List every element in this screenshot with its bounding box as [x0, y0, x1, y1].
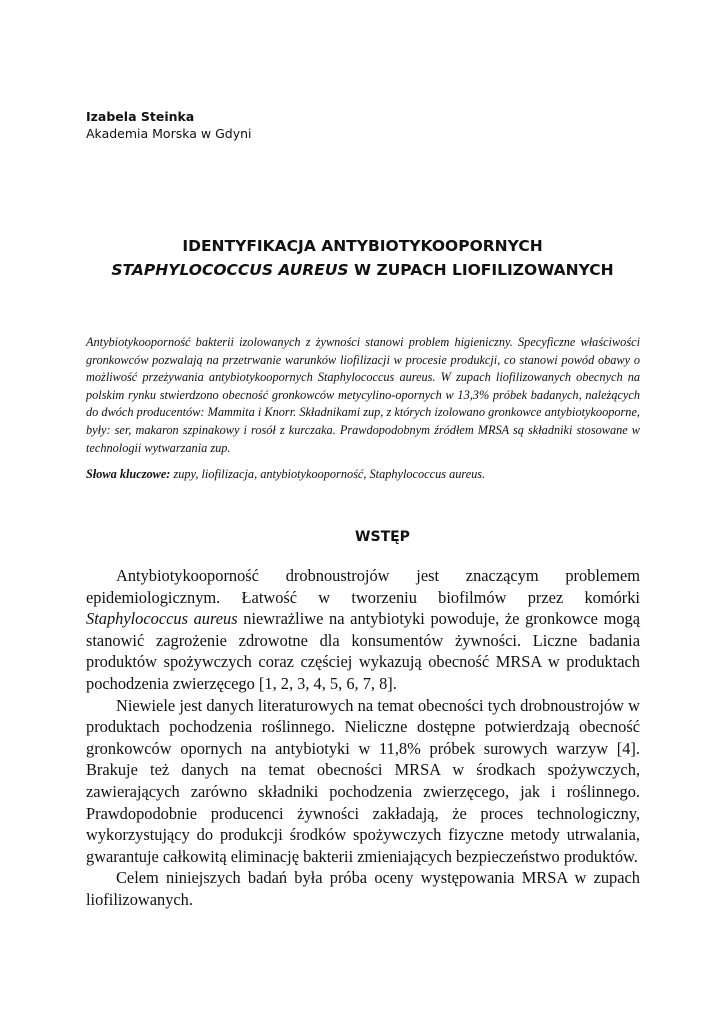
abstract: Antybiotykooporność bakterii izolowanych z żywności stanowi problem higieniczny. Specyficzne właściwości gronkowców pozwalają na przetrwanie warunków liofilizacji w procesie produkcji, co stanowi powód obawy o możliwość przeżywania antybiotykoopornych Staphylococcus aureus. W zupach liofilizowanych obecnych na polskim rynku stwierdzono obecność gronkowców metycylino-opornych w 13,3% próbek badanych, należących do dwóch producentów: Mammita i Knorr. Składnikami zup, z których izolowano gronkowce antybiotykooporne, były: ser, makaron szpinakowy i rosół z kurczaka. Prawdopodobnym źródłem MRSA są składniki stosowane w technologii wytwarzania zup. — [86, 335, 640, 455]
title-line-2-rest: W ZUPACH LIOFILIZOWANYCH — [348, 261, 614, 279]
paragraph-1 — [86, 565, 640, 695]
paragraph-1-species: Staphylococcus aureus — [86, 609, 238, 629]
keywords-text: zupy, liofilizacja, antybiotykooporność, Staphylococcus aureus. — [170, 467, 486, 481]
author-affiliation: Akademia Morska w Gdyni — [86, 126, 252, 141]
paper-title — [60, 234, 665, 282]
paragraph-3: Celem niniejszych badań była próba oceny występowania MRSA w zupach liofilizowanych. — [86, 868, 640, 909]
title-line-1: IDENTYFIKACJA ANTYBIOTYKOOPORNYCH — [182, 237, 543, 255]
title-species: STAPHYLOCOCCUS AUREUS — [111, 261, 349, 279]
keywords — [86, 466, 640, 483]
paragraph-1-part-a: Antybiotykooporność drobnoustrojów jest znaczącym problemem epidemiologicznym. Łatwość w tworzeniu biofilmów przez komórki — [86, 566, 640, 607]
author-block — [86, 108, 252, 142]
author-name: Izabela Steinka — [86, 109, 195, 124]
section-heading-text: WSTĘP — [355, 529, 410, 545]
section-heading — [0, 527, 725, 547]
paragraph-1-part-b: niewrażliwe na antybiotyki powoduje, że gronkowce mogą stanowić zagrożenie zdrowotne dla konsumentów żywności. Liczne badania produktów spożywczych coraz częściej wykazują obecność MRSA w produktach pochodzenia zwierzęcego [1, 2, 3, 4, 5, 6, 7, 8]. — [86, 609, 640, 693]
body-text — [86, 565, 640, 911]
paragraph-2: Niewiele jest danych literaturowych na temat obecności tych drobnoustrojów w produktach pochodzenia roślinnego. Nieliczne dostępne potwierdzają obecność gronkowców opornych na antybiotyki w 11,8% próbek surowych warzyw [4]. Brakuje też danych na temat obecności MRSA w środkach spożywczych, zawierających zarówno składniki pochodzenia zwierzęcego, jak i roślinnego. Prawdopodobnie producenci żywności zakładają, że proces technologiczny, wykorzystujący do produkcji środków spożywczych fizyczne metody utrwalania, gwarantuje całkowitą eliminację bakterii zmieniających bezpieczeństwo produktów. — [86, 695, 640, 866]
title-line-2 — [60, 258, 665, 282]
keywords-label: Słowa kluczowe: — [86, 467, 171, 481]
